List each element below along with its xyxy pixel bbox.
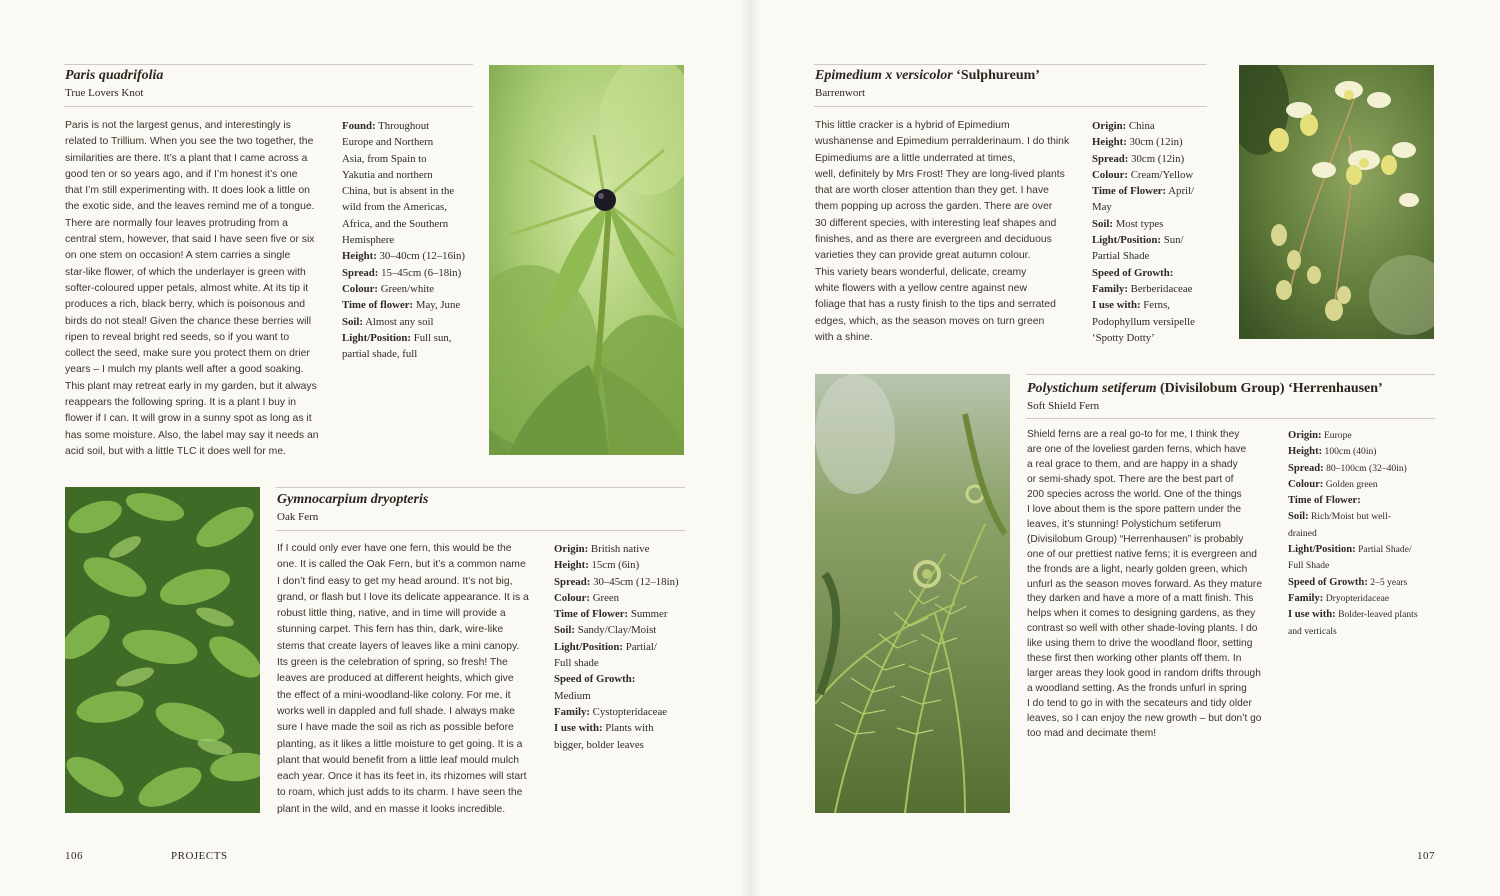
section-label: PROJECTS [171,850,228,862]
body-line: foliage that has a rusty finish to the tips and serrated [815,299,1056,311]
fact-line [342,265,477,281]
fact-line [342,216,477,232]
body-line: There are normally four leaves protruding from a [65,217,288,229]
fact-line [342,330,477,346]
fact-line [554,737,689,753]
fact-value: drained [1288,527,1317,539]
body-line: like using them to drive the woodland floor, setting [1027,638,1253,650]
fact-value: 30–45cm (12–18in) [590,575,679,588]
body-line: the effect of a mini-woodland-like colony. For me, it [277,689,511,701]
fact-label: Colour: [554,591,590,604]
fact-value: Cystopteridaceae [589,705,668,718]
rule-under-title [814,106,1207,107]
fact-label: I use with: [1288,609,1336,621]
epimedium-title-cultivar: ‘Sulphureum’ [952,68,1040,83]
fact-line [342,346,477,362]
body-line: the exotic side, and the leaves remind me of a tongue. [65,201,315,213]
fact-line [342,183,477,199]
fact-value: April/ [1166,185,1195,198]
fact-line [554,622,689,638]
fact-line [1288,461,1438,477]
body-line: plant that would benefit from a little leaf mould mulch [277,754,519,766]
polystichum-description [1027,428,1285,742]
fact-line [1288,542,1438,558]
fact-label: Spread: [554,575,591,588]
epimedium-photo [1239,65,1434,339]
polystichum-photo [815,374,1010,813]
body-line: leaves, so I can enjoy the new growth – but don’t go [1027,713,1262,725]
fact-value: wild from the Americas, [342,201,447,214]
fact-value: 30–40cm (12–16in) [376,250,465,263]
fact-value: Yakutia and northern [342,168,433,181]
body-line: edges, which, as the season moves on turn green [815,315,1045,327]
fact-label: Origin: [1288,430,1322,441]
fact-line [342,248,477,264]
body-line: unfurl as the season moves forward. As they mature [1027,578,1262,590]
body-line: helps when it comes to designing gardens, as they [1027,608,1256,620]
fact-line [554,541,689,557]
fact-value: Rich/Moist but well- [1308,511,1391,523]
fact-line [342,232,477,248]
fact-line [554,590,689,606]
fact-value: Europe and Northern [342,136,434,149]
fact-line [1288,493,1438,509]
fact-value: partial shade, full [342,348,418,361]
body-line: one of our prettiest native ferns; it is evergreen and [1027,548,1257,560]
fact-value: Partial Shade/ [1355,544,1412,556]
fact-value: Almost any soil [363,315,434,328]
body-line: contrast so well with other shade-loving plants. I do [1027,623,1258,635]
fact-value: Ferns, [1140,299,1170,312]
body-line: they darken and have a more of a matt finish. This [1027,593,1254,605]
fact-value: Sun/ [1161,234,1184,247]
body-line: Paris is not the largest genus, and interestingly is [65,120,291,131]
body-line: (Divisilobum Group) “Herrenhausen” is probably [1027,533,1244,545]
fact-line [1092,281,1217,297]
body-line: that are worth closer attention than they get. I have [815,185,1049,197]
polystichum-title [1027,381,1383,397]
fact-line [554,639,689,655]
gymnocarpium-facts [554,541,689,753]
fact-line [1092,167,1217,183]
fact-label: I use with: [554,722,603,735]
body-line: ripen to reveal bright red seeds, so if you want to [65,331,290,343]
body-line: I don’t find easy to get my head around. It’s not big, [277,575,513,587]
fact-value: Africa, and the Southern [342,217,449,230]
rule-top [1026,374,1435,375]
fact-line [1092,134,1217,150]
fact-value: Green/white [378,282,435,295]
fact-label: Origin: [1092,120,1127,132]
body-line: wushanense and Epimedium perralderinaum. I do think [815,136,1070,148]
rule-under-title [276,530,685,531]
fact-line [554,655,689,671]
body-line: This little cracker is a hybrid of Epimedium [815,120,1010,131]
body-line: a real grace to them, and are happy in a shady [1027,458,1238,470]
fact-label: Origin: [554,543,589,555]
fact-line [1288,509,1438,525]
body-line: This plant may retreat early in my garden, but it always [65,380,317,392]
fact-label: Light/Position: [1092,234,1161,247]
fact-line [1288,575,1438,591]
fact-label: Light/Position: [342,331,411,344]
fact-value: Golden green [1323,478,1378,490]
body-line: stunning carpet. This fern has thin, dark, wire-like [277,624,504,636]
fact-line [1092,151,1217,167]
paris-description [65,118,330,460]
body-line: larger areas they look good in random drifts through [1027,668,1261,680]
fact-line [1092,118,1217,134]
body-line: robust little thing, native, and in time will provide a [277,608,506,620]
rule-top [64,64,473,65]
fact-label: Family: [1092,282,1128,295]
body-line: leaves, it’s stunning! Polystichum setiferum [1027,518,1222,530]
body-line: one. It is called the Oak Fern, but it’s a common name [277,559,526,571]
fact-label: Time of Flower: [1092,185,1167,198]
fact-value: bigger, bolder leaves [554,738,644,751]
body-line: I love about them is the spore pattern under the [1027,503,1242,515]
fact-line [1288,607,1438,623]
paris-photo [489,65,684,455]
body-line: plant in the wild, and en masse it looks incredible. [277,803,506,815]
body-line: them popping up across the garden. There are over [815,201,1053,213]
fact-value: China, but is absent in the [342,185,455,198]
paris-common-name: True Lovers Knot [65,87,144,99]
fact-line [1092,216,1217,232]
fact-value: Partial/ [623,640,657,653]
fact-line [342,118,477,134]
fact-line [1092,297,1217,313]
polystichum-title-species: Polystichum setiferum [1027,381,1157,396]
fact-label: Colour: [1092,168,1128,181]
paris-facts [342,118,477,362]
fact-value: Hemisphere [342,234,395,247]
fact-line [1288,591,1438,607]
fact-line [1092,183,1217,199]
epimedium-title-species: Epimedium x versicolor [815,68,953,83]
fact-line [1092,265,1217,281]
fact-value: May, June [413,299,461,312]
fact-value: Full sun, [411,331,452,344]
fact-label: I use with: [1092,299,1141,312]
fact-value: 30cm (12in) [1126,136,1183,149]
body-line: these first then working other plants off them. In [1027,653,1242,665]
body-line: star-like flower, of which the underlayer is green with [65,266,306,278]
fact-value: May [1092,201,1112,214]
body-line: years – I mulch my plants well after a good soaking. [65,364,304,376]
rule-top [276,487,685,488]
fact-label: Spread: [1288,462,1324,474]
fact-line [1092,248,1217,264]
body-line: on one stem on occasion! A stem carries a single [65,250,291,262]
fact-label: Soil: [554,624,575,637]
fact-line [554,557,689,573]
fact-line [342,199,477,215]
fact-value: Throughout [375,120,430,132]
fact-label: Spread: [342,266,379,279]
fact-value: 80–100cm (32–40in) [1323,462,1407,474]
fact-label: Speed of Growth: [554,673,636,686]
body-line: reappears the following spring. It is a plant I buy in [65,397,297,409]
body-line: each year. Once it has its feet in, its rhizomes will start [277,771,527,783]
fact-line [554,720,689,736]
fact-line [1092,330,1217,346]
fact-value: 15–45cm (6–18in) [378,266,462,279]
fact-value: Full shade [554,657,599,670]
body-line: planting, as it likes a little moisture to get going. It is a [277,738,523,750]
fact-value: Cream/Yellow [1128,168,1194,181]
fact-value: 15cm (6in) [588,559,640,572]
fact-line [554,704,689,720]
fact-value: 100cm (40in) [1322,446,1377,458]
body-line: stems that create layers of leaves like a mini canopy. [277,640,520,652]
fact-value: Berberidaceae [1127,282,1193,295]
fact-label: Family: [554,705,590,718]
fact-line [554,606,689,622]
fact-label: Time of Flower: [554,608,629,621]
fact-line [342,297,477,313]
rule-under-title [1026,418,1435,419]
fact-value: Green [590,591,620,604]
body-line: similarities are there. It’s a plant that I came across a [65,152,308,164]
fact-value: Sandy/Clay/Moist [575,624,657,637]
fact-label: Soil: [1288,511,1309,523]
fact-label: Light/Position: [1288,544,1356,556]
body-line: acid soil, but with a little TLC it does well for me. [65,445,286,457]
fact-label: Time of Flower: [1288,495,1361,507]
fact-line [1288,477,1438,493]
fact-line [342,151,477,167]
fact-line [342,314,477,330]
body-line: well, definitely by Mrs Frost! They are long-lived plants [815,168,1065,180]
polystichum-facts [1288,428,1438,640]
fact-value: British native [588,543,650,555]
fact-line [1092,199,1217,215]
body-line: related to Trillium. When you see the two together, the [65,136,314,148]
fact-line [342,167,477,183]
body-line: or semi-shady spot. There are the best part of [1027,473,1234,485]
rule-top [814,64,1207,65]
fact-line [1288,558,1438,574]
body-line: works well in dappled and full shade. I always make [277,705,515,717]
fact-value: 2–5 years [1367,576,1408,588]
body-line: are one of the loveliest garden ferns, which have [1027,443,1247,455]
page-number-left: 106 [65,850,83,862]
gymnocarpium-common-name: Oak Fern [277,511,319,523]
fact-value: Medium [554,689,591,702]
fact-label: Colour: [1288,478,1324,490]
body-line: with a shine. [815,331,873,343]
fact-value: Europe [1321,430,1352,441]
fact-label: Height: [1092,136,1127,149]
body-line: varieties they can provide great autumn colour. [815,250,1031,262]
body-line: flower if I can. It will grow in a sunny spot as long as it [65,413,312,425]
body-line: that I’m still experimenting with. It does look a little on [65,185,310,197]
body-line: leaves are produced at different heights, which give [277,673,514,685]
body-line: to roam, which just adds to its charm. I have seen the [277,787,523,799]
fact-line [1288,624,1438,640]
fact-label: Height: [554,559,589,572]
page-number-right: 107 [1417,850,1435,862]
fact-label: Family: [1288,592,1324,604]
fact-value: and verticals [1288,625,1337,637]
fact-value: Full Shade [1288,560,1330,572]
fact-value: Bolder-leaved plants [1335,609,1418,621]
fact-label: Soil: [342,315,363,328]
fact-line [554,671,689,687]
body-line: 30 different species, with interesting leaf shapes and [815,217,1057,229]
fact-line [1288,428,1438,444]
fact-line [554,574,689,590]
fact-value: Partial Shade [1092,250,1150,263]
fact-label: Spread: [1092,152,1129,165]
gymnocarpium-photo [65,487,260,813]
body-line: the fronds are a light, nearly golden green, which [1027,563,1248,575]
fact-label: Time of flower: [342,299,414,312]
body-line: produces a rich, black berry, which is poisonous and [65,299,306,311]
body-line: 200 species across the world. One of the things [1027,488,1242,500]
body-line: a woodland setting. As the fronds unfurl in spring [1027,683,1247,695]
fact-label: Height: [1288,446,1323,458]
fact-line [342,281,477,297]
fact-value: China [1126,120,1155,132]
body-line: Shield ferns are a real go-to for me, I think they [1027,429,1240,440]
fact-value: Plants with [602,722,654,735]
body-line: has some moisture. Also, the label may say it needs an [65,429,319,441]
polystichum-title-cultivar: (Divisilobum Group) ‘Herrenhausen’ [1156,381,1383,396]
body-line: grand, or flash but I love its delicate appearance. It is a [277,591,529,603]
body-line: Epimediums are a little underrated at times, [815,152,1016,164]
body-line: softer-coloured upper petals, almost white. At its tip it [65,282,309,294]
body-line: finishes, and as there are evergreen and deciduous [815,234,1052,246]
fact-line [1288,444,1438,460]
right-page [750,0,1500,896]
fact-value: Summer [628,608,668,621]
fact-line [342,134,477,150]
epimedium-title [815,68,1040,84]
paris-title: Paris quadrifolia [65,68,164,83]
fact-value: Asia, from Spain to [342,152,427,165]
polystichum-common-name: Soft Shield Fern [1027,400,1100,412]
body-line: central stem, however, that said I have seen five or six [65,234,315,246]
fact-label: Found: [342,120,376,132]
body-line: too mad and decimate them! [1027,728,1157,740]
fact-line [1288,526,1438,542]
epimedium-facts [1092,118,1217,346]
body-line: This variety bears wonderful, delicate, creamy [815,266,1027,278]
body-line: sure I have made the soil as rich as possible before [277,722,514,734]
gymnocarpium-title: Gymnocarpium dryopteris [277,492,429,507]
gymnocarpium-description [277,541,542,818]
fact-label: Soil: [1092,217,1113,230]
body-line: Its green is the celebration of spring, so fresh! The [277,657,508,669]
epimedium-common-name: Barrenwort [815,87,866,99]
body-line: white flowers with a yellow centre against new [815,282,1027,294]
fact-line [554,688,689,704]
fact-value: Podophyllum versipelle [1092,315,1195,328]
fact-line [1092,232,1217,248]
fact-value: ‘Spotty Dotty’ [1092,331,1155,344]
body-line: collect the seed, make sure you protect them on drier [65,348,310,360]
epimedium-description [815,118,1080,346]
fact-value: 30cm (12in) [1128,152,1185,165]
body-line: birds do not steal! Given the chance these berries will [65,315,312,327]
fact-label: Speed of Growth: [1288,576,1368,588]
body-line: good ten or so years ago, and if I’m honest it’s one [65,168,298,180]
fact-value: Dryopteridaceae [1323,592,1390,604]
fact-label: Colour: [342,282,378,295]
fact-line [1092,314,1217,330]
fact-value: Most types [1113,217,1164,230]
body-line: I do tend to go in with the secateurs and tidy older [1027,698,1252,710]
fact-label: Speed of Growth: [1092,266,1174,279]
fact-label: Height: [342,250,377,263]
body-line: If I could only ever have one fern, this would be the [277,543,512,554]
rule-under-title [64,106,473,107]
fact-label: Light/Position: [554,640,623,653]
